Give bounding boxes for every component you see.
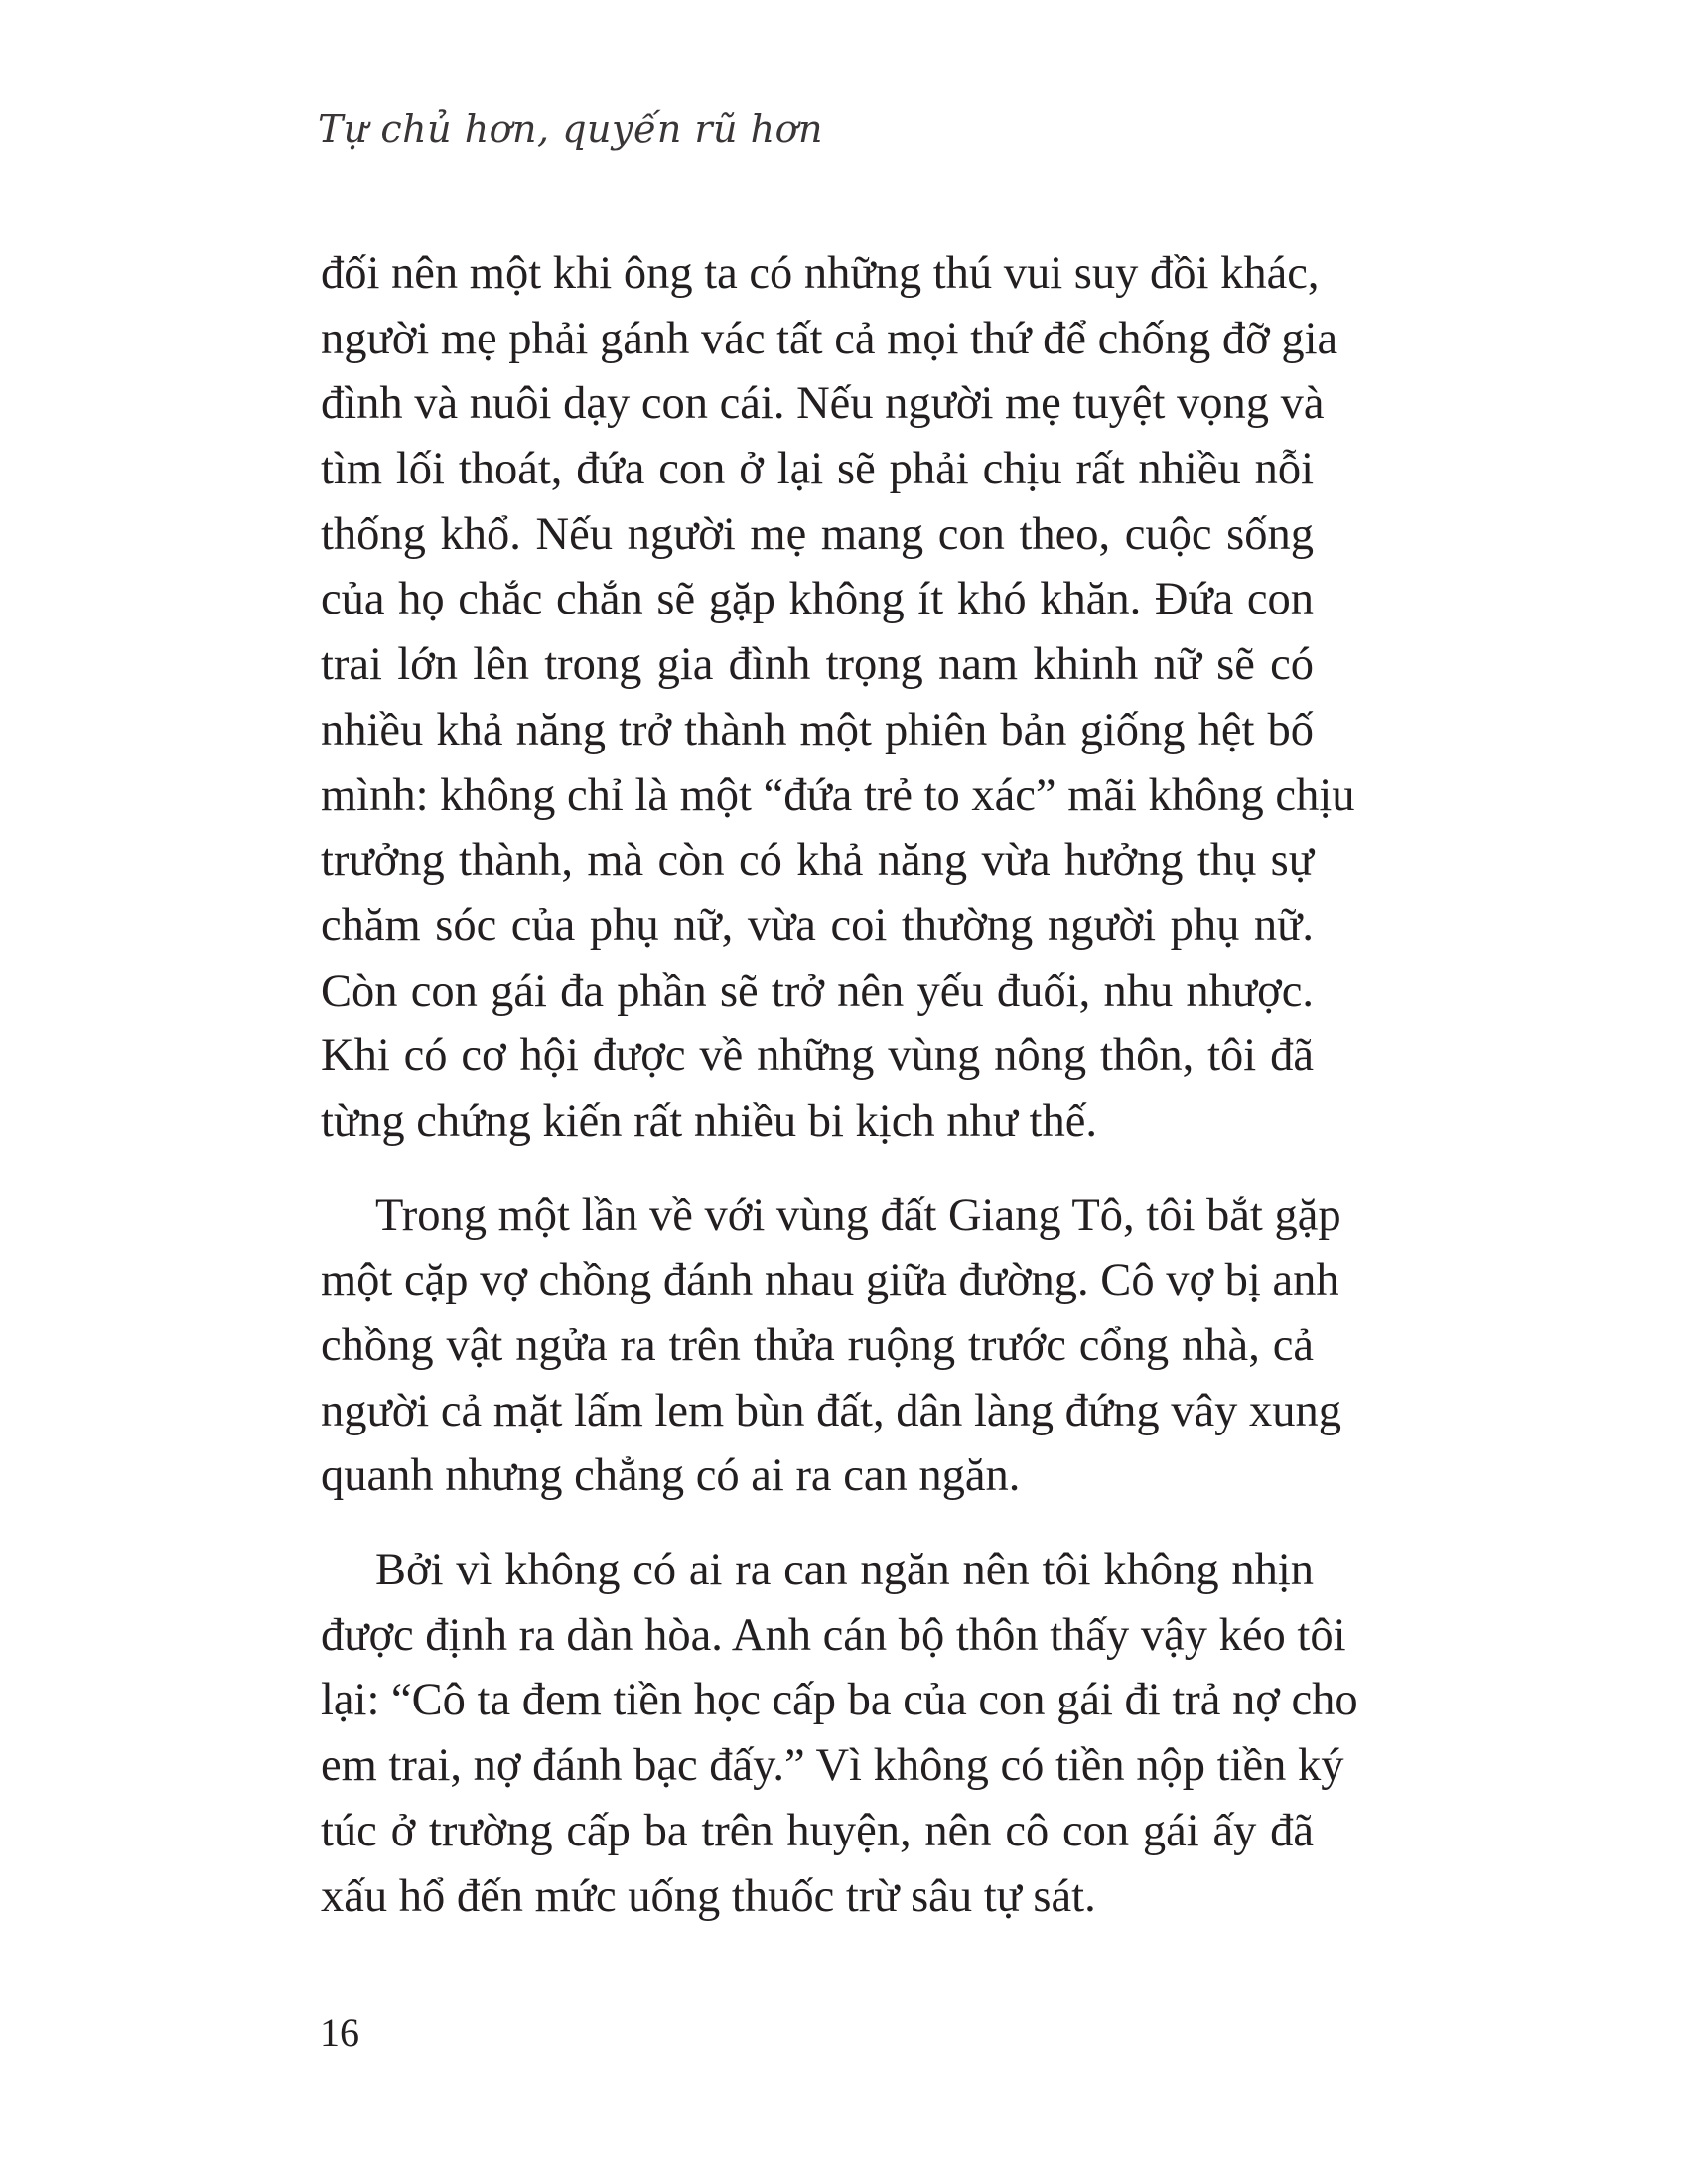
text-line: nhiều khả năng trở thành một phiên bản giống hệt bố	[321, 704, 1314, 755]
text-line: đối nên một khi ông ta có những thú vui suy đồi khác,	[321, 248, 1320, 299]
text-line: Còn con gái đa phần sẽ trở nên yếu đuối, nhu nhược.	[321, 965, 1314, 1017]
text-line: túc ở trường cấp ba trên huyện, nên cô con gái ấy đã	[321, 1805, 1314, 1856]
text-line: Trong một lần về với vùng đất Giang Tô, tôi bắt gặp	[375, 1189, 1341, 1241]
page-number: 16	[320, 2010, 359, 2055]
running-header: Tự chủ hơn, quyến rũ hơn	[318, 107, 823, 151]
text-line: chăm sóc của phụ nữ, vừa coi thường người phụ nữ.	[321, 899, 1314, 951]
text-line: tìm lối thoát, đứa con ở lại sẽ phải chịu rất nhiều nỗi	[321, 444, 1314, 495]
text-line: của họ chắc chắn sẽ gặp không ít khó khăn. Đứa con	[321, 574, 1314, 625]
text-line: người cả mặt lấm lem bùn đất, dân làng đứng vây xung	[321, 1385, 1342, 1436]
text-line: em trai, nợ đánh bạc đấy.” Vì không có tiền nộp tiền ký	[321, 1740, 1344, 1792]
text-line: xấu hổ đến mức uống thuốc trừ sâu tự sát.	[321, 1870, 1096, 1922]
text-line: thống khổ. Nếu người mẹ mang con theo, cuộc sống	[321, 508, 1314, 560]
text-line: Khi có cơ hội được về những vùng nông thôn, tôi đã	[321, 1030, 1314, 1082]
text-line: Bởi vì không có ai ra can ngăn nên tôi không nhịn	[375, 1545, 1314, 1596]
text-line: chồng vật ngửa ra trên thửa ruộng trước cổng nhà, cả	[321, 1320, 1314, 1371]
text-line: được định ra dàn hòa. Anh cán bộ thôn thấy vậy kéo tôi	[321, 1609, 1346, 1661]
text-line: mình: không chỉ là một “đứa trẻ to xác” mãi không chịu	[321, 769, 1355, 821]
paragraph-gap	[321, 1155, 1314, 1183]
text-line: quanh nhưng chẳng có ai ra can ngăn.	[321, 1450, 1021, 1502]
text-line: người mẹ phải gánh vác tất cả mọi thứ để chống đỡ gia	[321, 313, 1338, 364]
body-text	[321, 241, 1358, 1929]
paragraph-gap	[321, 1509, 1314, 1538]
text-line: đình và nuôi dạy con cái. Nếu người mẹ tuyệt vọng và	[321, 378, 1325, 430]
text-line: trai lớn lên trong gia đình trọng nam khinh nữ sẽ có	[321, 639, 1314, 691]
text-line: từng chứng kiến rất nhiều bi kịch như thế.	[321, 1095, 1097, 1147]
text-line: trưởng thành, mà còn có khả năng vừa hưởng thụ sự	[321, 835, 1314, 887]
text-line: lại: “Cô ta đem tiền học cấp ba của con gái đi trả nợ cho	[321, 1675, 1358, 1726]
text-line: một cặp vợ chồng đánh nhau giữa đường. Cô vợ bị anh	[321, 1255, 1339, 1306]
